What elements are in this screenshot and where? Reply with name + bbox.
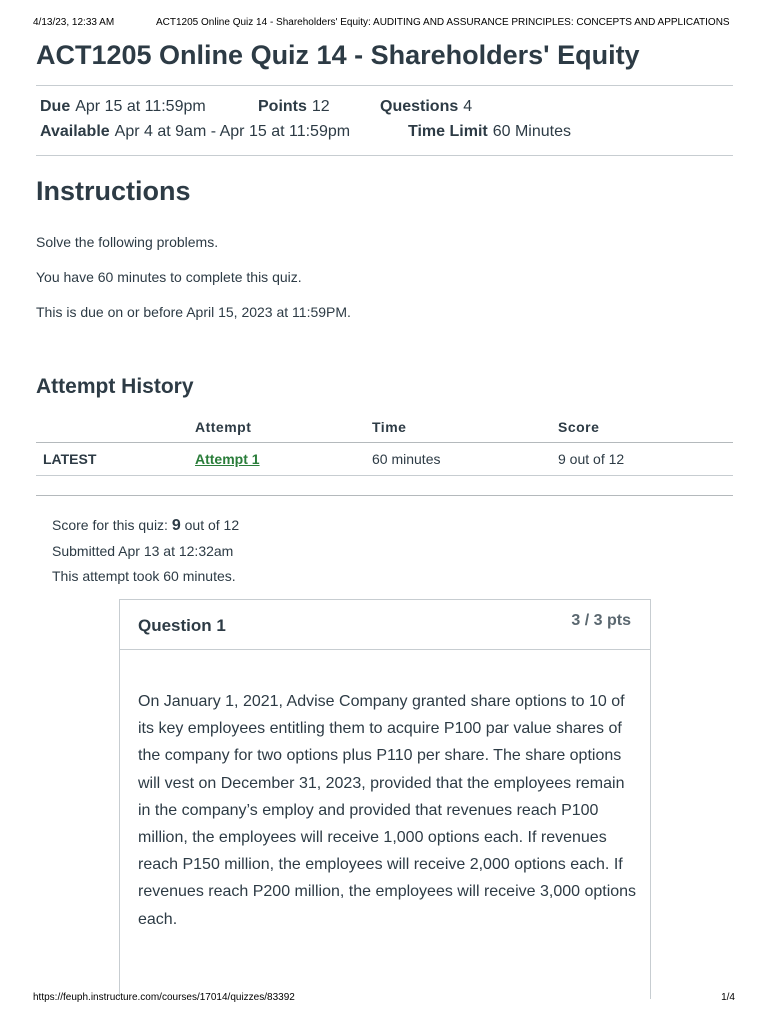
attempt-duration: This attempt took 60 minutes. <box>52 568 236 584</box>
page-title: ACT1205 Online Quiz 14 - Shareholders' Equity <box>36 40 640 70</box>
attempt-time: 60 minutes <box>372 451 441 467</box>
score-value: 9 <box>171 517 181 534</box>
instruction-line: Solve the following problems. <box>36 234 219 250</box>
submitted-info: Submitted Apr 13 at 12:32am <box>52 543 234 559</box>
meta-points <box>258 98 330 116</box>
column-header-time: Time <box>372 419 407 435</box>
meta-points-label: Points <box>258 98 307 115</box>
meta-questions <box>380 98 472 116</box>
column-header-attempt: Attempt <box>195 419 252 435</box>
divider <box>36 155 733 156</box>
meta-due-label: Due <box>40 98 71 115</box>
meta-available <box>40 123 350 141</box>
meta-questions-value: 4 <box>463 98 473 115</box>
row-label-latest: LATEST <box>43 451 97 467</box>
meta-available-label: Available <box>40 123 110 140</box>
divider <box>36 85 733 86</box>
attempt-history-heading: Attempt History <box>36 375 194 398</box>
meta-due <box>40 98 206 116</box>
meta-points-value: 12 <box>311 98 330 115</box>
instruction-line: This is due on or before April 15, 2023 at 11:59PM. <box>36 304 351 320</box>
question-1-header <box>120 600 650 650</box>
print-doc-title: ACT1205 Online Quiz 14 - Shareholders' Equity: AUDITING AND ASSURANCE PRINCIPLES: CONCEPTS AND APPLICATIONS <box>156 17 730 28</box>
instruction-line: You have 60 minutes to complete this quiz. <box>36 269 302 285</box>
meta-due-value: Apr 15 at 11:59pm <box>75 98 206 115</box>
table-header-rule <box>36 442 733 443</box>
meta-questions-label: Questions <box>380 98 459 115</box>
question-1-points: 3 / 3 pts <box>571 612 631 629</box>
score-summary <box>52 517 239 535</box>
score-prefix: Score for this quiz: <box>52 517 168 533</box>
score-suffix: out of 12 <box>184 517 240 533</box>
table-row-rule <box>36 475 733 476</box>
print-page-number: 1/4 <box>721 992 735 1003</box>
meta-time-limit <box>408 123 571 141</box>
question-1-card <box>119 599 651 999</box>
attempt-1-link[interactable]: Attempt 1 <box>195 451 260 467</box>
question-1-title: Question 1 <box>138 616 226 635</box>
print-url: https://feuph.instructure.com/courses/17014/quizzes/83392 <box>33 992 295 1003</box>
instructions-heading: Instructions <box>36 176 191 206</box>
meta-time-limit-value: 60 Minutes <box>492 123 571 140</box>
print-datetime: 4/13/23, 12:33 AM <box>33 17 115 28</box>
question-1-text: On January 1, 2021, Advise Company granted share options to 10 of its key employees entitling them to acquire P100 par value shares of the company for two options plus P110 per share. The share options will vest on December 31, 2023, provided that the employees remain in the company’s employ and provided that revenues reach P100 million, the employees will receive 1,000 options each. If revenues reach P150 million, the employees will receive 2,000 options each. If revenues reach P200 million, the employees will receive 3,000 options each. <box>138 693 637 928</box>
column-header-score: Score <box>558 419 600 435</box>
attempt-score: 9 out of 12 <box>558 451 625 467</box>
meta-available-value: Apr 4 at 9am - Apr 15 at 11:59pm <box>114 123 351 140</box>
meta-time-limit-label: Time Limit <box>408 123 488 140</box>
divider <box>36 495 733 496</box>
